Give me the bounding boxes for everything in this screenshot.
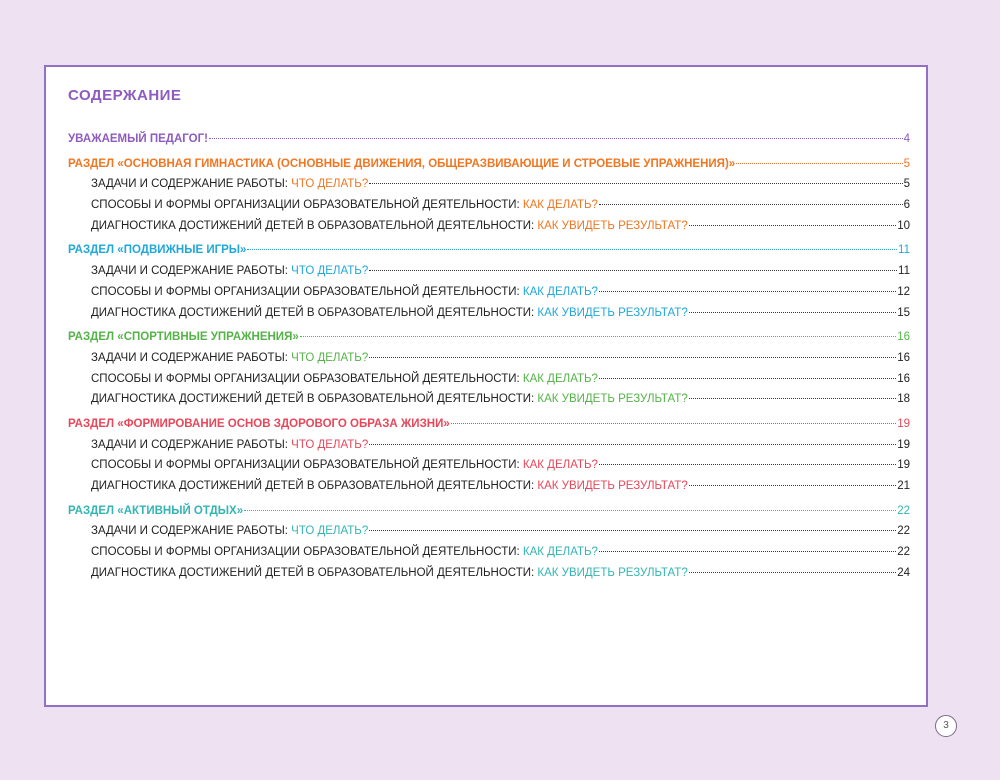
toc-section-1-heading[interactable] bbox=[68, 158, 910, 179]
toc-section-3-item-2[interactable] bbox=[68, 373, 910, 394]
toc-list bbox=[68, 129, 910, 587]
dot-leader bbox=[599, 204, 903, 205]
toc-item-text: ЗАДАЧИ И СОДЕРЖАНИЕ РАБОТЫ: bbox=[91, 351, 292, 364]
toc-item-text: ЗАДАЧИ И СОДЕРЖАНИЕ РАБОТЫ: bbox=[91, 265, 292, 278]
toc-section-2-item-1[interactable] bbox=[68, 265, 910, 286]
toc-section-4-item-1[interactable] bbox=[68, 439, 910, 460]
toc-item-accent: КАК ДЕЛАТЬ? bbox=[522, 459, 598, 472]
toc-item-accent: ЧТО ДЕЛАТЬ? bbox=[291, 178, 369, 191]
dot-leader bbox=[689, 398, 896, 399]
toc-item-label bbox=[91, 352, 368, 364]
toc-item-text: СПОСОБЫ И ФОРМЫ ОРГАНИЗАЦИИ ОБРАЗОВАТЕЛЬНОЙ ДЕЯТЕЛЬНОСТИ: bbox=[91, 199, 523, 212]
toc-section-2-heading[interactable] bbox=[68, 244, 910, 265]
toc-section-page: 11 bbox=[898, 244, 910, 257]
toc-item-label bbox=[91, 199, 598, 211]
toc-item-label bbox=[91, 525, 368, 537]
toc-section-5-heading[interactable] bbox=[68, 505, 910, 526]
toc-intro-label: УВАЖАЕМЫЙ ПЕДАГОГ! bbox=[68, 133, 208, 145]
toc-item-accent: ЧТО ДЕЛАТЬ? bbox=[291, 525, 369, 538]
toc-item-accent: ЧТО ДЕЛАТЬ? bbox=[291, 351, 369, 364]
toc-section-5-item-3[interactable] bbox=[68, 567, 910, 588]
toc-item-text: СПОСОБЫ И ФОРМЫ ОРГАНИЗАЦИИ ОБРАЗОВАТЕЛЬНОЙ ДЕЯТЕЛЬНОСТИ: bbox=[91, 372, 523, 385]
dot-leader bbox=[736, 163, 902, 164]
toc-item-label bbox=[91, 567, 688, 579]
toc-section-label: РАЗДЕЛ «ПОДВИЖНЫЕ ИГРЫ» bbox=[68, 244, 247, 257]
toc-item-label bbox=[91, 286, 598, 298]
dot-leader bbox=[689, 485, 896, 486]
toc-section-5-item-2[interactable] bbox=[68, 546, 910, 567]
toc-item-accent: ЧТО ДЕЛАТЬ? bbox=[291, 438, 369, 451]
toc-section-4-heading[interactable] bbox=[68, 418, 910, 439]
toc-section-label: РАЗДЕЛ «ФОРМИРОВАНИЕ ОСНОВ ЗДОРОВОГО ОБРАЗА ЖИЗНИ» bbox=[68, 417, 450, 430]
dot-leader bbox=[369, 183, 902, 184]
toc-item-accent: ЧТО ДЕЛАТЬ? bbox=[291, 265, 369, 278]
toc-item-page: 10 bbox=[897, 219, 910, 232]
dot-leader bbox=[599, 464, 896, 465]
toc-item-page: 15 bbox=[897, 306, 910, 319]
toc-item-accent: КАК УВИДЕТЬ РЕЗУЛЬТАТ? bbox=[537, 393, 688, 406]
toc-item-text: ЗАДАЧИ И СОДЕРЖАНИЕ РАБОТЫ: bbox=[91, 438, 292, 451]
toc-item-label bbox=[91, 307, 688, 319]
toc-item-text: ЗАДАЧИ И СОДЕРЖАНИЕ РАБОТЫ: bbox=[91, 525, 292, 538]
toc-section-1-item-1[interactable] bbox=[68, 178, 910, 199]
toc-section-page: 5 bbox=[903, 157, 910, 170]
toc-item-page: 11 bbox=[898, 265, 910, 278]
toc-item-text: ДИАГНОСТИКА ДОСТИЖЕНИЙ ДЕТЕЙ В ОБРАЗОВАТЕЛЬНОЙ ДЕЯТЕЛЬНОСТИ: bbox=[91, 480, 538, 492]
toc-item-page: 19 bbox=[897, 459, 910, 472]
toc-section-page: 22 bbox=[897, 504, 910, 517]
toc-item-page: 22 bbox=[897, 546, 910, 559]
toc-item-label bbox=[91, 439, 368, 451]
dot-leader bbox=[300, 336, 896, 337]
toc-item-page: 16 bbox=[897, 372, 910, 385]
toc-intro-page: 4 bbox=[903, 133, 910, 145]
toc-item-accent: КАК ДЕЛАТЬ? bbox=[522, 372, 598, 385]
toc-section-label: РАЗДЕЛ «АКТИВНЫЙ ОТДЫХ» bbox=[68, 504, 244, 517]
toc-item-text: ДИАГНОСТИКА ДОСТИЖЕНИЙ ДЕТЕЙ В ОБРАЗОВАТЕЛЬНОЙ ДЕЯТЕЛЬНОСТИ: bbox=[91, 219, 538, 232]
toc-item-text: СПОСОБЫ И ФОРМЫ ОРГАНИЗАЦИИ ОБРАЗОВАТЕЛЬНОЙ ДЕЯТЕЛЬНОСТИ: bbox=[91, 285, 523, 298]
dot-leader bbox=[599, 291, 896, 292]
toc-item-label bbox=[91, 373, 598, 385]
toc-item-label bbox=[91, 393, 688, 405]
dot-leader bbox=[369, 270, 897, 271]
toc-item-page: 19 bbox=[897, 438, 910, 451]
toc-item-text: ДИАГНОСТИКА ДОСТИЖЕНИЙ ДЕТЕЙ В ОБРАЗОВАТЕЛЬНОЙ ДЕЯТЕЛЬНОСТИ: bbox=[91, 306, 538, 319]
toc-section-1-item-2[interactable] bbox=[68, 199, 910, 220]
toc-section-2-item-3[interactable] bbox=[68, 307, 910, 328]
toc-item-text: СПОСОБЫ И ФОРМЫ ОРГАНИЗАЦИИ ОБРАЗОВАТЕЛЬНОЙ ДЕЯТЕЛЬНОСТИ: bbox=[91, 546, 523, 559]
toc-item-label bbox=[91, 546, 598, 558]
toc-item-page: 21 bbox=[897, 480, 910, 492]
toc-item-text: ЗАДАЧИ И СОДЕРЖАНИЕ РАБОТЫ: bbox=[91, 178, 292, 191]
toc-section-4-item-2[interactable] bbox=[68, 459, 910, 480]
toc-item-page: 18 bbox=[897, 393, 910, 406]
toc-section-label: РАЗДЕЛ «СПОРТИВНЫЕ УПРАЖНЕНИЯ» bbox=[68, 331, 299, 344]
toc-section-3-heading[interactable] bbox=[68, 331, 910, 352]
toc-item-label bbox=[91, 480, 688, 492]
toc-section-5-item-1[interactable] bbox=[68, 525, 910, 546]
toc-page-frame bbox=[44, 65, 928, 707]
dot-leader bbox=[599, 378, 896, 379]
toc-item-accent: КАК ДЕЛАТЬ? bbox=[522, 285, 598, 298]
toc-item-page: 22 bbox=[897, 525, 910, 538]
dot-leader bbox=[209, 138, 903, 139]
dot-leader bbox=[369, 444, 896, 445]
dot-leader bbox=[369, 357, 896, 358]
toc-section-2-item-2[interactable] bbox=[68, 286, 910, 307]
toc-title: СОДЕРЖАНИЕ bbox=[68, 87, 182, 104]
toc-section-page: 16 bbox=[897, 331, 910, 344]
toc-item-page: 16 bbox=[897, 351, 910, 364]
dot-leader bbox=[244, 510, 896, 511]
toc-section-3-item-3[interactable] bbox=[68, 393, 910, 414]
toc-item-text: СПОСОБЫ И ФОРМЫ ОРГАНИЗАЦИИ ОБРАЗОВАТЕЛЬНОЙ ДЕЯТЕЛЬНОСТИ: bbox=[91, 459, 523, 472]
toc-section-label: РАЗДЕЛ «ОСНОВНАЯ ГИМНАСТИКА (ОСНОВНЫЕ ДВИЖЕНИЯ, ОБЩЕРАЗВИВАЮЩИЕ И СТРОЕВЫЕ УПРАЖНЕНИЯ)» bbox=[68, 157, 736, 170]
toc-section-page: 19 bbox=[897, 417, 910, 430]
toc-item-accent: КАК УВИДЕТЬ РЕЗУЛЬТАТ? bbox=[537, 480, 688, 492]
toc-intro-entry[interactable] bbox=[68, 133, 910, 154]
dot-leader bbox=[689, 312, 896, 313]
toc-item-label bbox=[91, 265, 368, 277]
toc-item-accent: КАК ДЕЛАТЬ? bbox=[522, 546, 598, 559]
dot-leader bbox=[247, 249, 897, 250]
dot-leader bbox=[689, 572, 896, 573]
toc-section-4-item-3[interactable] bbox=[68, 480, 910, 501]
toc-item-page: 12 bbox=[897, 285, 910, 298]
toc-item-page: 5 bbox=[903, 178, 910, 191]
toc-item-page: 24 bbox=[897, 566, 910, 579]
page-number-badge: 3 bbox=[935, 715, 957, 737]
toc-section-3-item-1[interactable] bbox=[68, 352, 910, 373]
toc-item-page: 6 bbox=[903, 199, 910, 212]
toc-item-accent: КАК ДЕЛАТЬ? bbox=[522, 199, 598, 212]
dot-leader bbox=[369, 530, 896, 531]
toc-item-accent: КАК УВИДЕТЬ РЕЗУЛЬТАТ? bbox=[537, 306, 688, 319]
toc-item-text: ДИАГНОСТИКА ДОСТИЖЕНИЙ ДЕТЕЙ В ОБРАЗОВАТЕЛЬНОЙ ДЕЯТЕЛЬНОСТИ: bbox=[91, 566, 538, 579]
toc-item-accent: КАК УВИДЕТЬ РЕЗУЛЬТАТ? bbox=[537, 566, 688, 579]
toc-item-text: ДИАГНОСТИКА ДОСТИЖЕНИЙ ДЕТЕЙ В ОБРАЗОВАТЕЛЬНОЙ ДЕЯТЕЛЬНОСТИ: bbox=[91, 393, 538, 406]
toc-item-label bbox=[91, 220, 688, 232]
toc-item-label bbox=[91, 178, 368, 190]
toc-item-label bbox=[91, 459, 598, 471]
toc-item-accent: КАК УВИДЕТЬ РЕЗУЛЬТАТ? bbox=[537, 219, 688, 232]
dot-leader bbox=[689, 225, 896, 226]
toc-section-1-item-3[interactable] bbox=[68, 220, 910, 241]
dot-leader bbox=[451, 423, 896, 424]
dot-leader bbox=[599, 551, 896, 552]
